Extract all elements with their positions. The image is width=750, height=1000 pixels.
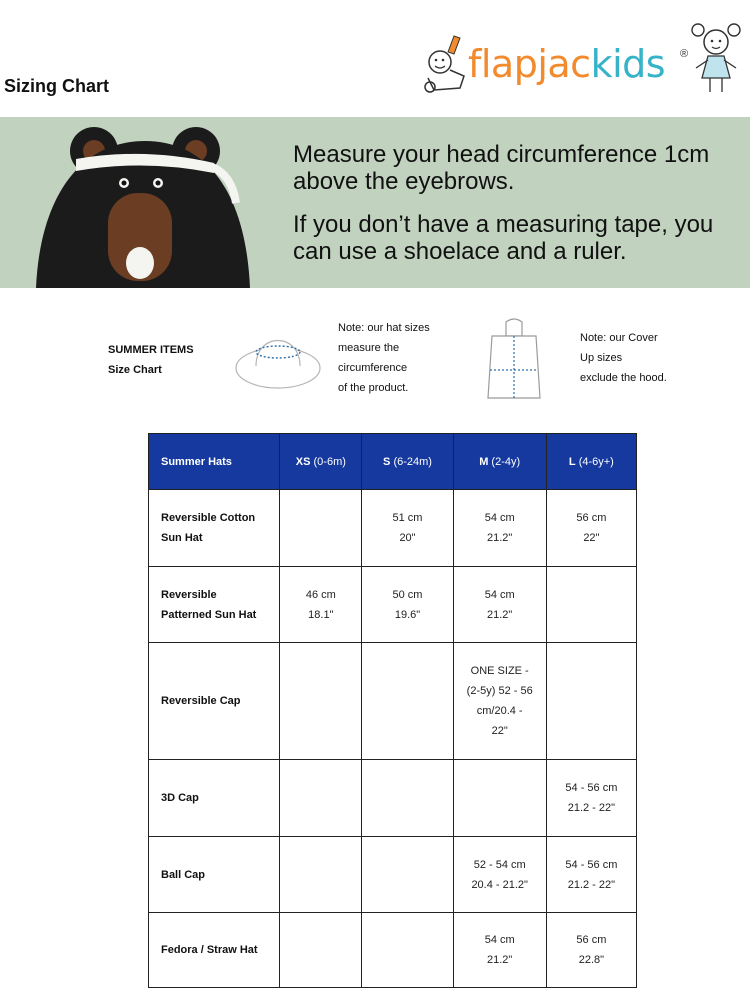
size-cell-xs [280,837,362,913]
size-cell-l [546,643,636,760]
hat-note-line: Note: our hat sizes [338,322,430,334]
hat-size-note [338,318,448,398]
size-cell-m: ONE SIZE - (2-5y) 52 - 56 cm/20.4 - 22" [453,643,546,760]
header-size-m: M (2-4y) [453,434,546,490]
table-row [149,490,637,567]
hat-note-line: circumference [338,362,408,374]
girl-illustration-icon [688,20,744,96]
size-cell-s [362,837,453,913]
summer-items-title: SUMMER ITEMS [108,344,194,356]
product-name: Ball Cap [149,837,280,913]
product-name: Reversible Cap [149,643,280,760]
brand-logo[interactable] [418,20,746,96]
size-cell-s [362,760,453,837]
size-chart-subtitle: Size Chart [108,364,162,376]
measure-banner [0,117,750,288]
size-cell-l [546,567,636,643]
coverup-note-line: Note: our Cover [580,332,658,344]
coverup-note-line: exclude the hood. [580,372,667,384]
size-cell-xs [280,760,362,837]
header-summer-hats: Summer Hats [149,434,280,490]
hat-diagram-icon [232,318,324,394]
size-cell-m: 54 cm 21.2" [453,913,546,988]
measure-instruction: Measure your head circumference 1cm above the eyebrows. [293,141,710,195]
table-row [149,913,637,988]
table-header-row [149,434,637,490]
size-cell-l: 56 cm 22" [546,490,636,567]
size-cell-s: 51 cm 20" [362,490,453,567]
coverup-note-line: Up sizes [580,352,623,364]
size-cell-xs [280,490,362,567]
summer-items-label [108,340,194,380]
registered-mark: ® [680,48,689,60]
product-name: Fedora / Straw Hat [149,913,280,988]
shoelace-instruction: If you don’t have a measuring tape, you can use a shoelace and a ruler. [293,211,714,265]
table-row [149,643,637,760]
brand-word-part2: kids [590,42,666,86]
size-cell-m [453,760,546,837]
product-name: Reversible Patterned Sun Hat [149,567,280,643]
size-cell-m: 54 cm 21.2" [453,567,546,643]
product-name: Reversible Cotton Sun Hat [149,490,280,567]
size-cell-xs [280,913,362,988]
table-row [149,567,637,643]
size-cell-l: 54 - 56 cm 21.2 - 22" [546,760,636,837]
hat-note-line: measure the [338,342,400,354]
size-cell-s [362,643,453,760]
header-size-l: L (4-6y+) [546,434,636,490]
coverup-diagram-icon [484,318,544,400]
size-cell-xs: 46 cm 18.1" [280,567,362,643]
size-cell-l: 54 - 56 cm 21.2 - 22" [546,837,636,913]
size-cell-s [362,913,453,988]
size-cell-s: 50 cm 19.6" [362,567,453,643]
product-name: 3D Cap [149,760,280,837]
size-cell-xs [280,643,362,760]
brand-wordmark [468,42,665,86]
table-row [149,760,637,837]
coverup-size-note [580,328,690,388]
table-row [149,837,637,913]
page-title: Sizing Chart [4,76,110,96]
size-cell-m: 54 cm 21.2" [453,490,546,567]
hat-note-line: of the product. [338,382,409,394]
boy-illustration-icon [420,32,472,94]
bear-illustration-icon [0,117,250,288]
size-cell-l: 56 cm 22.8" [546,913,636,988]
size-cell-m: 52 - 54 cm 20.4 - 21.2" [453,837,546,913]
brand-word-part1: flapjac [468,42,591,86]
summer-hats-size-table [148,433,637,988]
header-size-xs: XS (0-6m) [280,434,362,490]
header-size-s: S (6-24m) [362,434,453,490]
